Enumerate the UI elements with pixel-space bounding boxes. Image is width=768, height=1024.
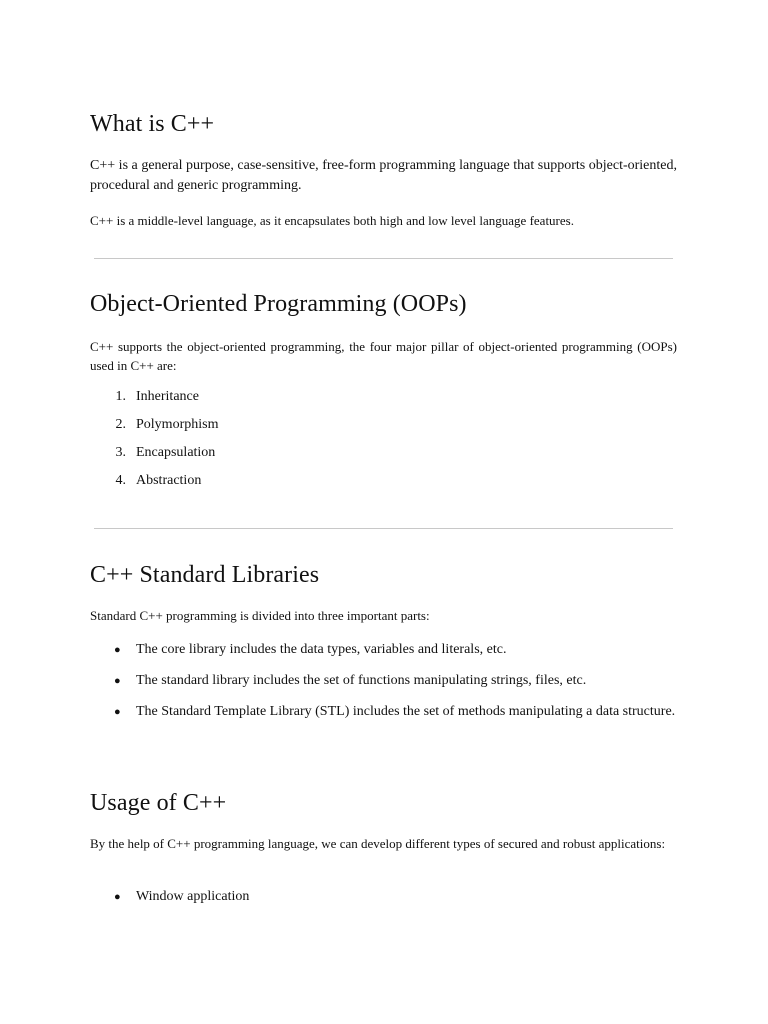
list-item-text: The core library includes the data types, variables and literals, etc.: [136, 642, 507, 657]
list-item-text: Abstraction: [136, 473, 202, 488]
paragraph-oops-intro: C++ supports the object-oriented programming, the four major pillar of object-oriented programming (OOPs) used in C++ are:: [90, 339, 677, 373]
bullet-icon: ●: [114, 891, 121, 903]
list-item-text: Window application: [136, 889, 250, 904]
list-item: [112, 445, 677, 473]
heading-standard-libraries: C++ Standard Libraries: [90, 562, 320, 588]
paragraph-cpp-definition: C++ is a general purpose, case-sensitive, free-form programming language that supports object-oriented, procedural and generic programming.: [90, 158, 677, 193]
list-item-text: The standard library includes the set of functions manipulating strings, files, etc.: [136, 673, 587, 688]
list-item-text: Inheritance: [136, 389, 199, 404]
heading-what-is-cpp: What is C++: [90, 111, 215, 137]
libraries-list: [112, 640, 677, 727]
list-item: [112, 417, 677, 445]
bullet-icon: ●: [114, 644, 121, 656]
bullet-icon: ●: [114, 706, 121, 718]
section-divider: [94, 528, 673, 529]
usage-list: [112, 887, 677, 907]
section-divider: [94, 258, 673, 259]
list-number: 4.: [115, 473, 126, 488]
oops-pillars-list: [112, 389, 677, 501]
list-item: [112, 697, 677, 727]
list-item: [112, 671, 677, 691]
list-item: [112, 473, 677, 501]
list-number: 3.: [115, 445, 126, 460]
list-item-text: Encapsulation: [136, 445, 216, 460]
list-item: [112, 640, 677, 660]
list-item-text: Polymorphism: [136, 417, 219, 432]
heading-oops: Object-Oriented Programming (OOPs): [90, 291, 467, 317]
list-number: 2.: [115, 417, 126, 432]
paragraph-libraries-intro: Standard C++ programming is divided into three important parts:: [90, 608, 430, 623]
paragraph-usage-intro: By the help of C++ programming language, we can develop different types of secured and robust applications:: [90, 836, 666, 851]
list-item: [112, 389, 677, 417]
list-item: [112, 887, 677, 907]
bullet-icon: ●: [114, 675, 121, 687]
list-item-text: The Standard Template Library (STL) includes the set of methods manipulating a data structure.: [136, 704, 676, 719]
heading-usage: Usage of C++: [90, 790, 227, 816]
list-number: 1.: [115, 389, 126, 404]
paragraph-middle-level: C++ is a middle-level language, as it encapsulates both high and low level language features.: [90, 213, 574, 228]
